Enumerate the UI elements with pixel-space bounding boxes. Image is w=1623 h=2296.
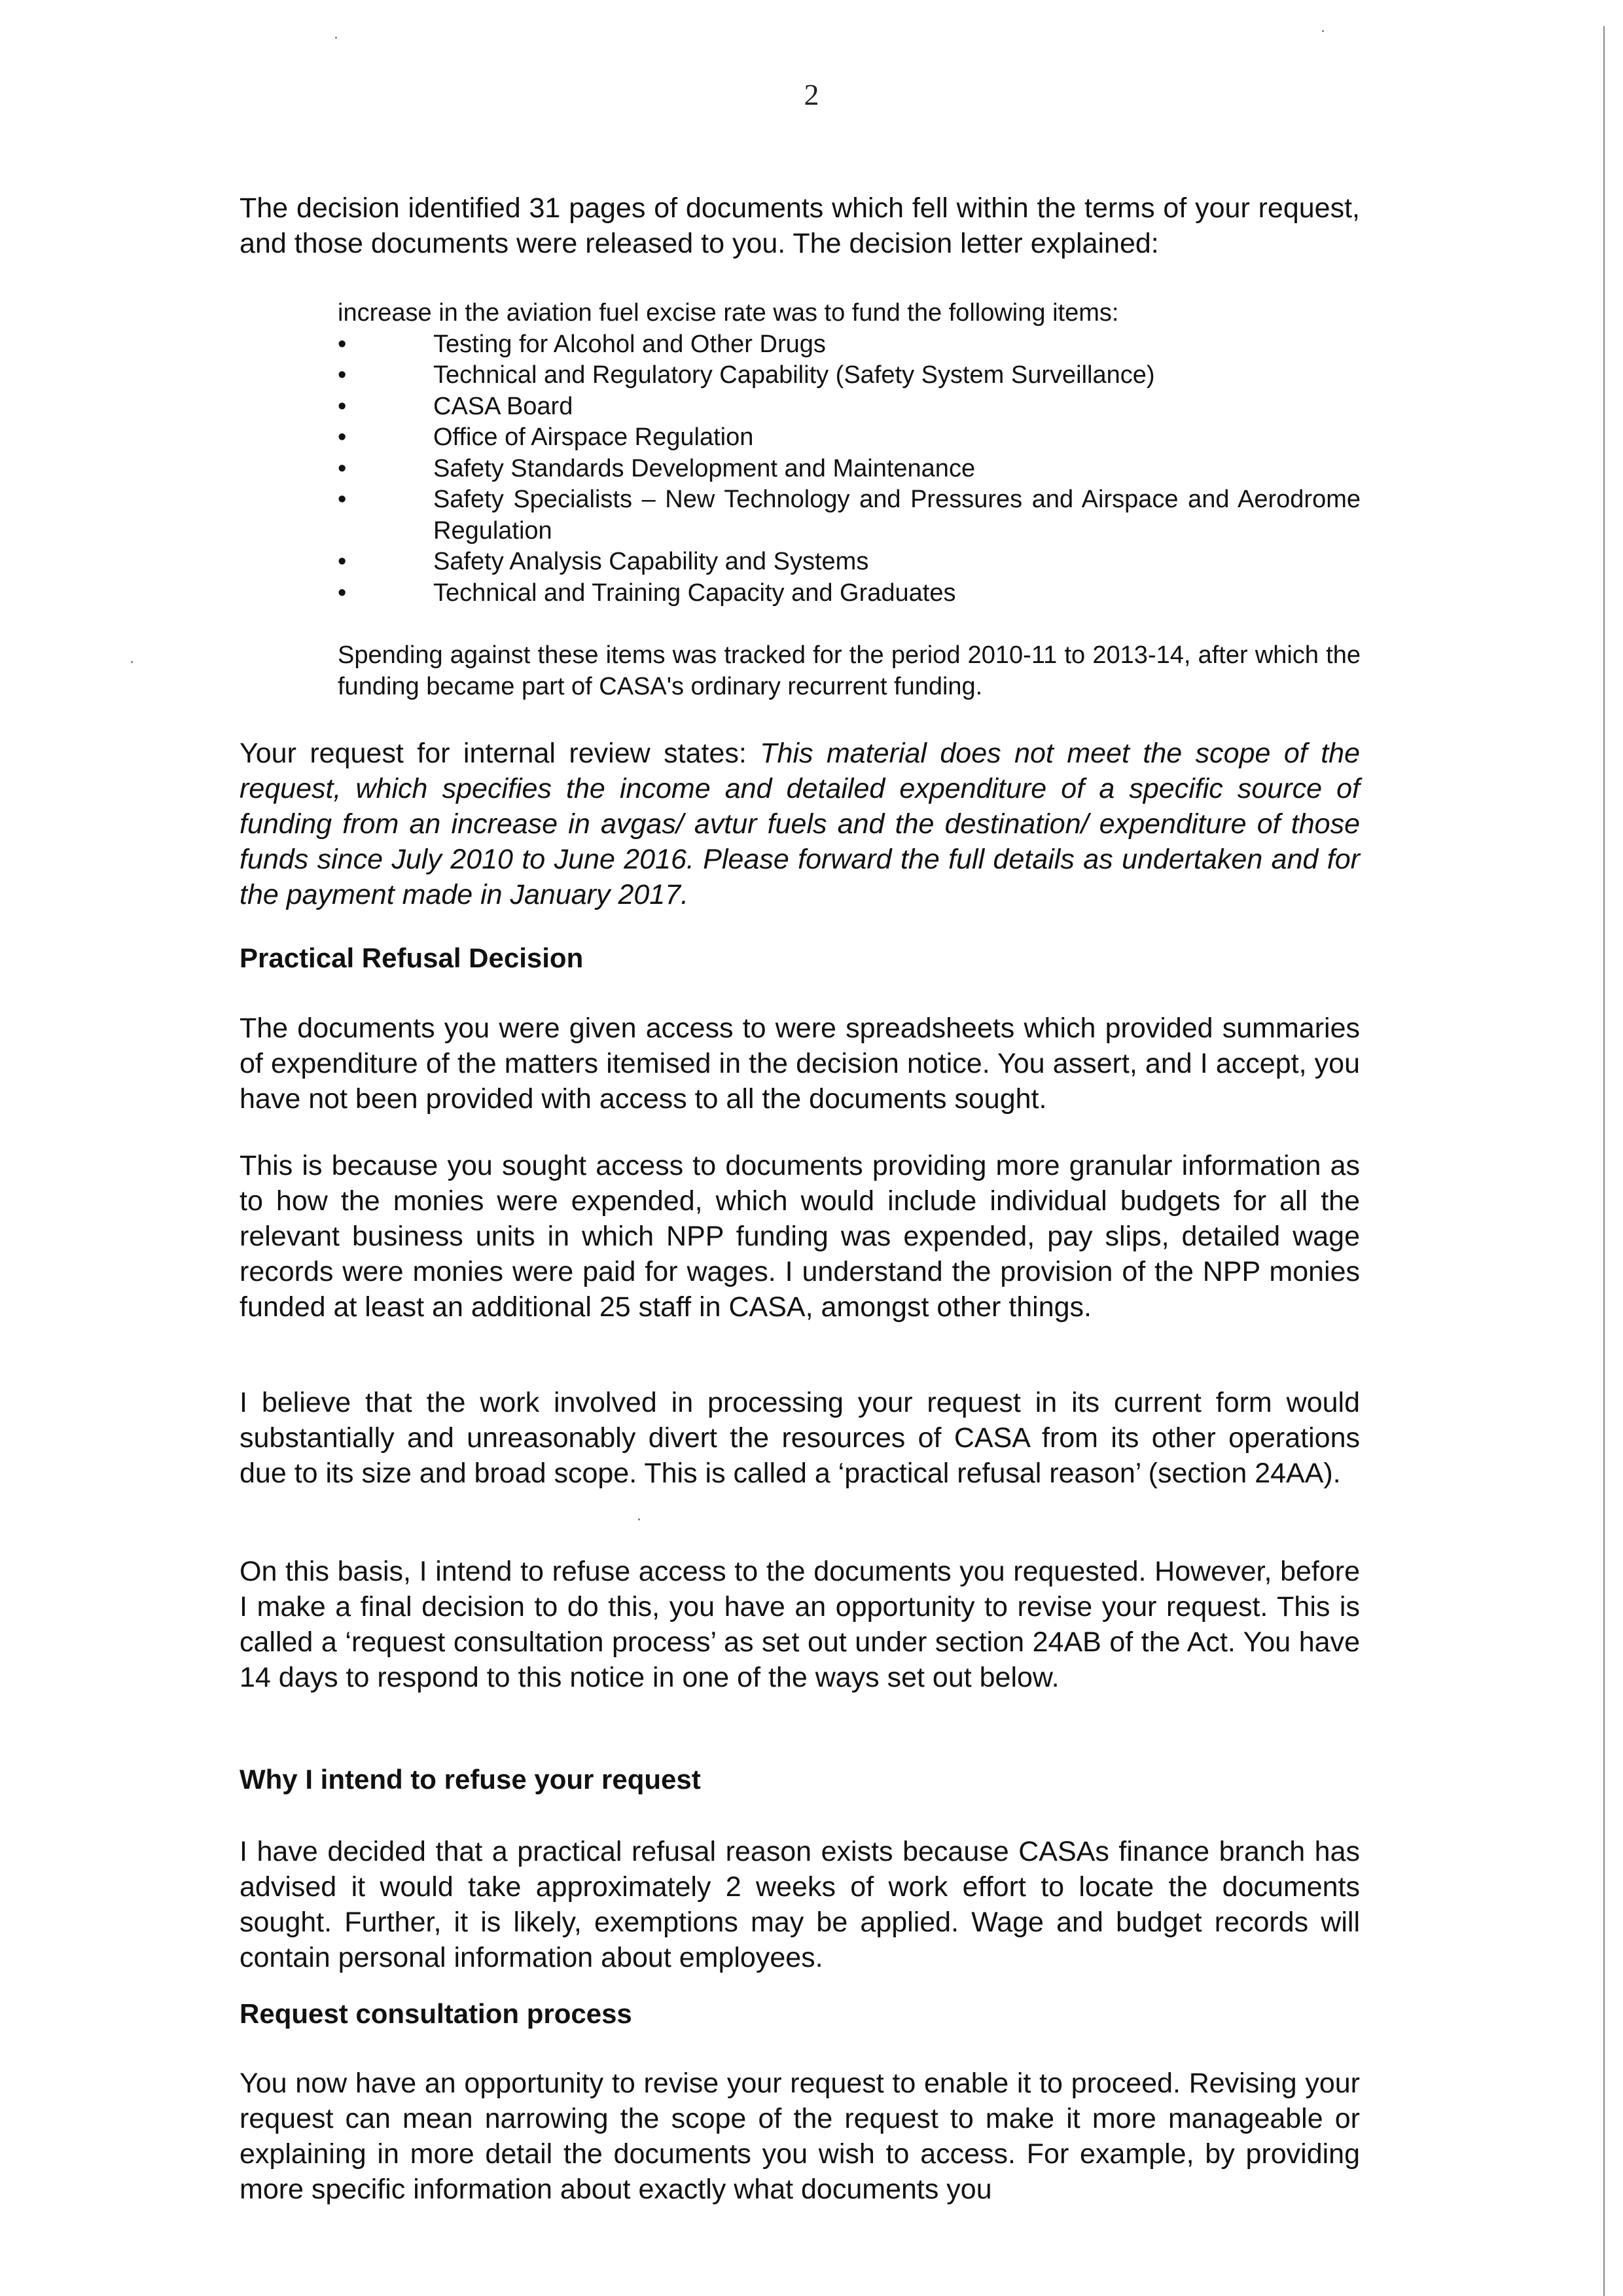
funded-items-list <box>338 329 1361 609</box>
heading-why-refuse: Why I intend to refuse your request <box>240 1764 701 1795</box>
internal-review-lead: Your request for internal review states: <box>240 738 760 769</box>
quote-intro: increase in the aviation fuel excise rate was to fund the following items: <box>338 299 1119 327</box>
bullet: • <box>338 579 347 607</box>
scan-speck <box>1322 30 1324 32</box>
scan-speck <box>335 37 337 39</box>
list-item: • CASA Board <box>338 391 1361 423</box>
bullet: • <box>338 330 347 358</box>
list-item: • Technical and Regulatory Capability (Safety System Surveillance) <box>338 360 1361 391</box>
bullet: • <box>338 454 347 482</box>
heading-practical-refusal: Practical Refusal Decision <box>240 942 584 973</box>
bullet: • <box>338 486 347 513</box>
list-item: • Safety Standards Development and Maintenance <box>338 454 1361 485</box>
paragraph-decision: The decision identified 31 pages of documents which fell within the terms of your request, and those documents were released to you. The decision letter explained: <box>240 192 1360 259</box>
scan-edge-line <box>1603 26 1605 2296</box>
internal-review-quote: This material does not meet the scope of the request, which specifies the income and detailed expenditure of a specific source of funding from an increase in avgas/ avtur fuels and the destination/ expenditure of those funds since July 2010 to June 2016. Please forward the full details as undertaken and for the payment made in January 2017. <box>240 738 1361 910</box>
bullet: • <box>338 423 347 451</box>
scan-speck <box>131 661 133 663</box>
list-item: • Testing for Alcohol and Other Drugs <box>338 329 1361 361</box>
paragraph-consultation-notice: On this basis, I intend to refuse access to the documents you requested. However, before I make a final decision to do this, you have an opportunity to revise your request. This is called a ‘request consultation process’ as set out under section 24AB of the Act. You have 14 days to respond to this notice in one of the ways set out below. <box>240 1556 1360 1693</box>
list-item: • Technical and Training Capacity and Graduates <box>338 578 1361 609</box>
list-item: • Safety Analysis Capability and Systems <box>338 547 1361 578</box>
paragraph-revise-request: You now have an opportunity to revise your request to enable it to proceed. Revising your request can mean narrowing the scope of the request to make it more manageable or explaining in more detail the documents you wish to access. For example, by providing more specific information about exactly what documents you <box>240 2068 1360 2205</box>
scan-speck <box>638 1518 640 1520</box>
paragraph-finance-branch: I have decided that a practical refusal reason exists because CASAs finance branch has advised it would take approximately 2 weeks of work effort to locate the documents sought. Further, it is likely, exemptions may be applied. Wage and budget records will contain personal information about employees. <box>240 1836 1360 1973</box>
paragraph-documents-given: The documents you were given access to were spreadsheets which provided summaries of expenditure of the matters itemised in the decision notice. You assert, and I accept, you have not been provided with access to all the documents sought. <box>240 1013 1360 1115</box>
paragraph-internal-review <box>240 736 1360 913</box>
quote-closing: Spending against these items was tracked for the period 2010-11 to 2013-14, after which the funding became part of CASA's ordinary recurrent funding. <box>338 641 1361 700</box>
page-number: 2 <box>804 78 819 111</box>
list-item: • Office of Airspace Regulation <box>338 422 1361 454</box>
list-item: • Safety Specialists – New Technology and Pressures and Airspace and Aerodrome Regulation <box>338 486 1361 545</box>
heading-consultation-process: Request consultation process <box>240 1998 632 2029</box>
bullet: • <box>338 392 347 420</box>
bullet: • <box>338 361 347 389</box>
quoted-decision-letter <box>338 298 1361 702</box>
paragraph-practical-refusal-reason: I believe that the work involved in processing your request in its current form would substantially and unreasonably divert the resources of CASA from its other operations due to its size and broad scope. This is called a ‘practical refusal reason’ (section 24AA). <box>240 1387 1360 1489</box>
paragraph-granular-info: This is because you sought access to documents providing more granular information as to how the monies were expended, which would include individual budgets for all the relevant business units in which NPP funding was expended, pay slips, detailed wage records were monies were paid for wages. I understand the provision of the NPP monies funded at least an additional 25 staff in CASA, amongst other things. <box>240 1150 1360 1323</box>
bullet: • <box>338 548 347 575</box>
